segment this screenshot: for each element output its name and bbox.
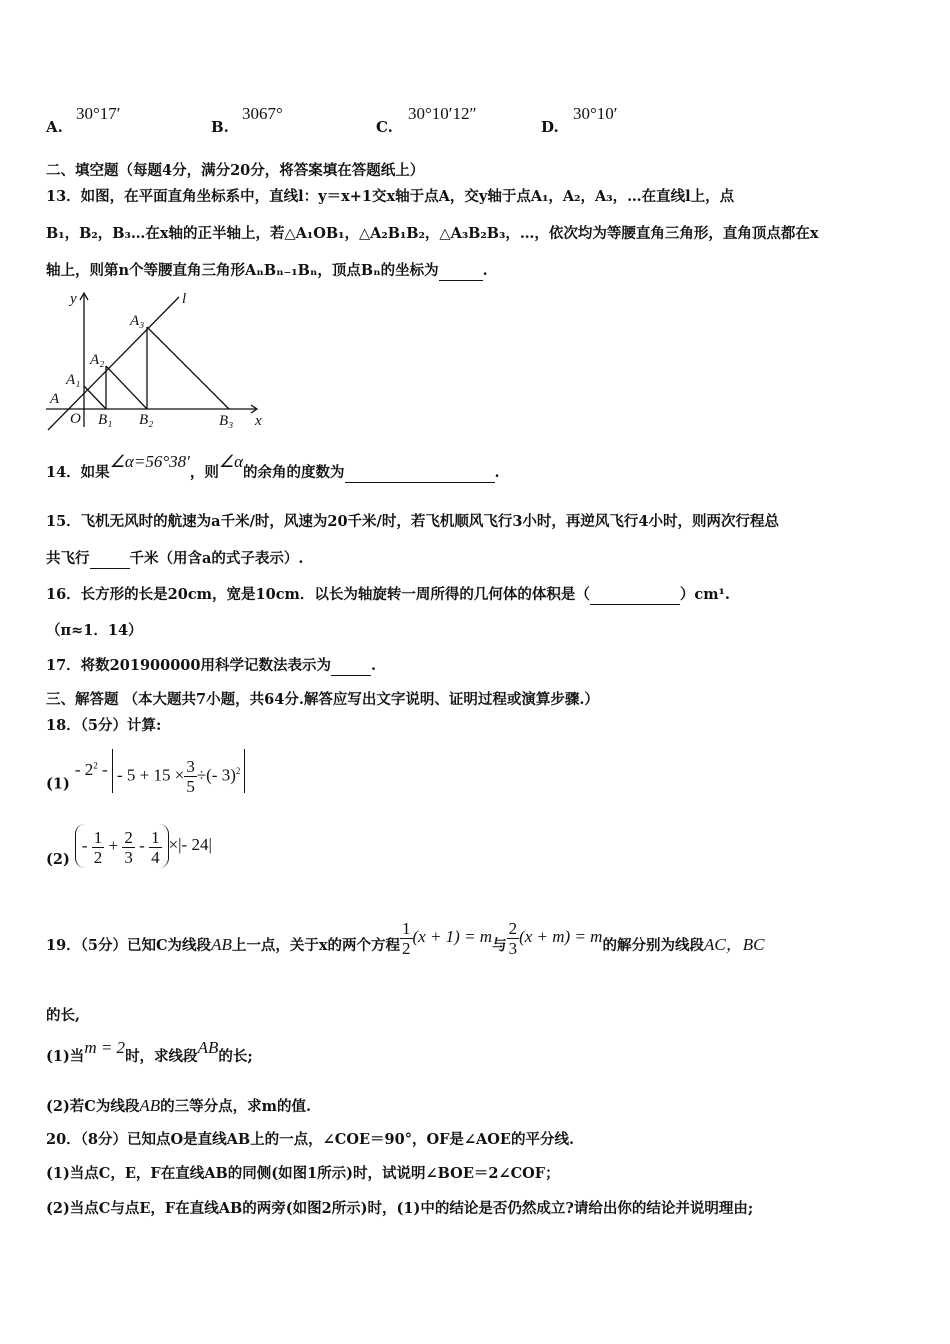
q19-segments: AC，BC [703,935,765,954]
q15-line2-pre: 共飞行 [46,550,90,567]
q18-p1-a: - 2 [74,759,94,779]
q19-part2 [46,1096,311,1117]
q19-eq2 [507,918,603,958]
q18-p2-a: - [81,836,88,856]
q18-part1-expr [74,757,246,796]
q19-p1-mid: 时，求线段 [125,1048,198,1065]
q17-pre: 17．将数201900000用科学记数法表示为 [46,657,331,674]
option-b-label: B. [211,118,229,136]
q18-p2-op2: - [139,836,145,856]
q19-eq2-frac [507,919,520,958]
label-o: O [70,411,81,427]
q14-post: 的余角的度数为 [243,464,345,481]
option-d-value: 30°10′ [573,104,618,123]
q16-answer-blank [590,588,680,605]
q19-p1-m: m = 2 [84,1038,126,1057]
q19-p1-post: 的长; [218,1048,253,1065]
q18-p1-c: - 5 + 15 × [116,765,185,785]
triangle-2-hyp [106,366,147,409]
q19-eq1-num: 1 [402,918,411,938]
q15-answer-blank [90,552,130,569]
q13-line3-text: 轴上，则第n个等腰直角三角形AₙBₙ₋₁Bₙ，顶点Bₙ的坐标为 [46,262,439,279]
q18-part1-label: (1) [46,775,70,793]
q20-line1: 20．（8分）已知点O是直线AB上的一点，∠COE＝90°，OF是∠AOE的平分线. [46,1131,575,1148]
q18-p1-b: - [102,759,108,779]
q19-pre: 19．（5分）已知C为线段 [46,937,212,954]
q16-line1-pre: 16．长方形的长是20cm，宽是10cm．以长为轴旋转一周所得的几何体的体积是（ [46,586,590,603]
q18-p2-n1: 1 [93,827,103,847]
section-2-heading: 二、填空题（每题4分，满分20分，将答案填在答题纸上） [46,162,425,179]
q20-line2: (1)当点C，E，F在直线AB的同侧(如图1所示)时，试说明∠BOE＝2∠COF； [46,1165,560,1182]
q19-ab: AB [211,935,232,954]
q19-line1 [46,920,764,970]
option-b-value: 3067° [242,104,283,123]
q19-eq1-rest: (x + 1) = m [412,927,493,946]
q18-p1-d: ÷(- 3) [196,765,236,785]
q14-mid: ，则 [189,464,219,481]
q18-p1-frac-den: 5 [186,777,195,796]
q16-line1 [46,585,730,605]
label-b2: B₂ [139,412,154,428]
option-a-label: A. [46,118,63,136]
q18-p2-n3: 1 [151,827,160,847]
q18-p2-frac3 [149,828,162,867]
q19-eq2-rest: (x + m) = m [519,927,603,946]
triangle-1-hyp [84,386,106,409]
label-b1: B₁ [98,412,113,428]
q18-p1-bracket [112,749,245,796]
q18-part1 [46,755,245,803]
q13-line3 [46,261,488,281]
q13-figure [44,287,274,432]
q18-p2-paren [75,824,169,868]
line-l [48,297,179,430]
q18-title: 18．（5分）计算: [46,717,162,734]
q19-line2: 的长, [46,1007,81,1024]
option-c-value: 30°10′12″ [408,104,477,123]
q14-end: . [494,464,500,481]
label-a3: A₃ [130,313,145,329]
q19-mid: 上一点，关于x的两个方程 [231,937,400,954]
option-d-label: D. [541,118,559,136]
q14-expression: ∠α=56°38′ [109,452,190,471]
q18-p2-tail: ×|- 24| [168,835,212,854]
triangle-3-hyp [147,327,229,409]
q18-p2-d1: 2 [93,847,103,867]
q19-eq2-num: 2 [508,918,518,938]
q15-line2-post: 千米（用含a的式子表示）. [129,550,304,567]
q13-answer-blank [439,264,483,281]
label-l: l [182,291,187,307]
label-y: y [70,291,77,307]
q15-line2 [46,549,303,569]
option-a-value: 30°17′ [76,104,121,123]
q15-line1: 15．飞机无风时的航速为a千米/时，风速为20千米/时，若飞机顺风飞行3小时，再逆风飞行4小时，则两次行程总 [46,513,780,530]
option-c-label: C. [376,118,393,136]
q14 [46,452,500,483]
q19-p1-pre: (1)当 [46,1048,85,1065]
q18-p2-n2: 2 [124,827,133,847]
q18-p2-frac2 [122,828,135,867]
q18-part2 [46,827,212,882]
q19-eq1-den: 2 [402,938,411,958]
q14-pre: 14．如果 [46,464,110,481]
label-a1: A₁ [66,372,81,388]
q13-line2: B₁，B₂，B₃…在x轴的正半轴上，若△A₁OB₁，△A₂B₁B₂，△A₃B₂B₃，…，依次均为等腰直角三角形，直角顶点都在x [46,225,819,242]
q19-part1 [46,1040,253,1072]
q16-line1-post: ）cm¹. [679,586,730,603]
q18-p1-frac-num: 3 [186,757,195,776]
q14-angle: ∠α [218,452,244,471]
q19-eq1-frac [400,919,413,958]
q19-eq2-den: 3 [508,938,518,958]
label-a: A [50,391,60,407]
label-b3: B₃ [219,413,234,429]
q18-p2-d2: 3 [124,847,133,867]
q18-p1-d-exp: 2 [235,765,241,776]
q18-part2-expr [75,827,212,867]
q19-eq1 [400,918,493,958]
q19-post: 的解分别为线段 [602,937,704,954]
q19-p2-post: 的三等分点，求m的值. [160,1098,312,1115]
label-a2: A₂ [90,352,105,368]
q18-p1-a-exp: 2 [93,760,98,770]
q18-p2-d3: 4 [151,847,160,867]
label-x: x [255,413,262,429]
q19-yu: 与 [492,937,507,954]
q13-line3-end: . [482,262,488,279]
q19-p2-pre: (2)若C为线段 [46,1098,140,1115]
q18-p2-frac1 [92,828,105,867]
q17 [46,656,376,676]
q19-p2-ab: AB [139,1096,161,1115]
q19-p1-ab: AB [197,1038,219,1057]
section-3-heading: 三、解答题 （本大题共7小题，共64分.解答应写出文字说明、证明过程或演算步骤.） [46,691,599,708]
q20-line3: (2)当点C与点E，F在直线AB的两旁(如图2所示)时，(1)中的结论是否仍然成立?请给出你的结论并说明理由; [46,1200,754,1217]
q18-p2-op1: + [108,836,119,856]
q18-p1-frac [184,757,197,796]
q18-part2-label: (2) [46,851,70,868]
q17-answer-blank [331,659,371,676]
q13-line1: 13．如图，在平面直角坐标系中，直线l：y＝x+1交x轴于点A，交y轴于点A₁，A₂，A₃，…在直线l上，点 [46,188,735,205]
q14-answer-blank [345,466,495,483]
q17-end: . [370,657,377,674]
q16-line2: （π≈1．14） [46,622,143,639]
